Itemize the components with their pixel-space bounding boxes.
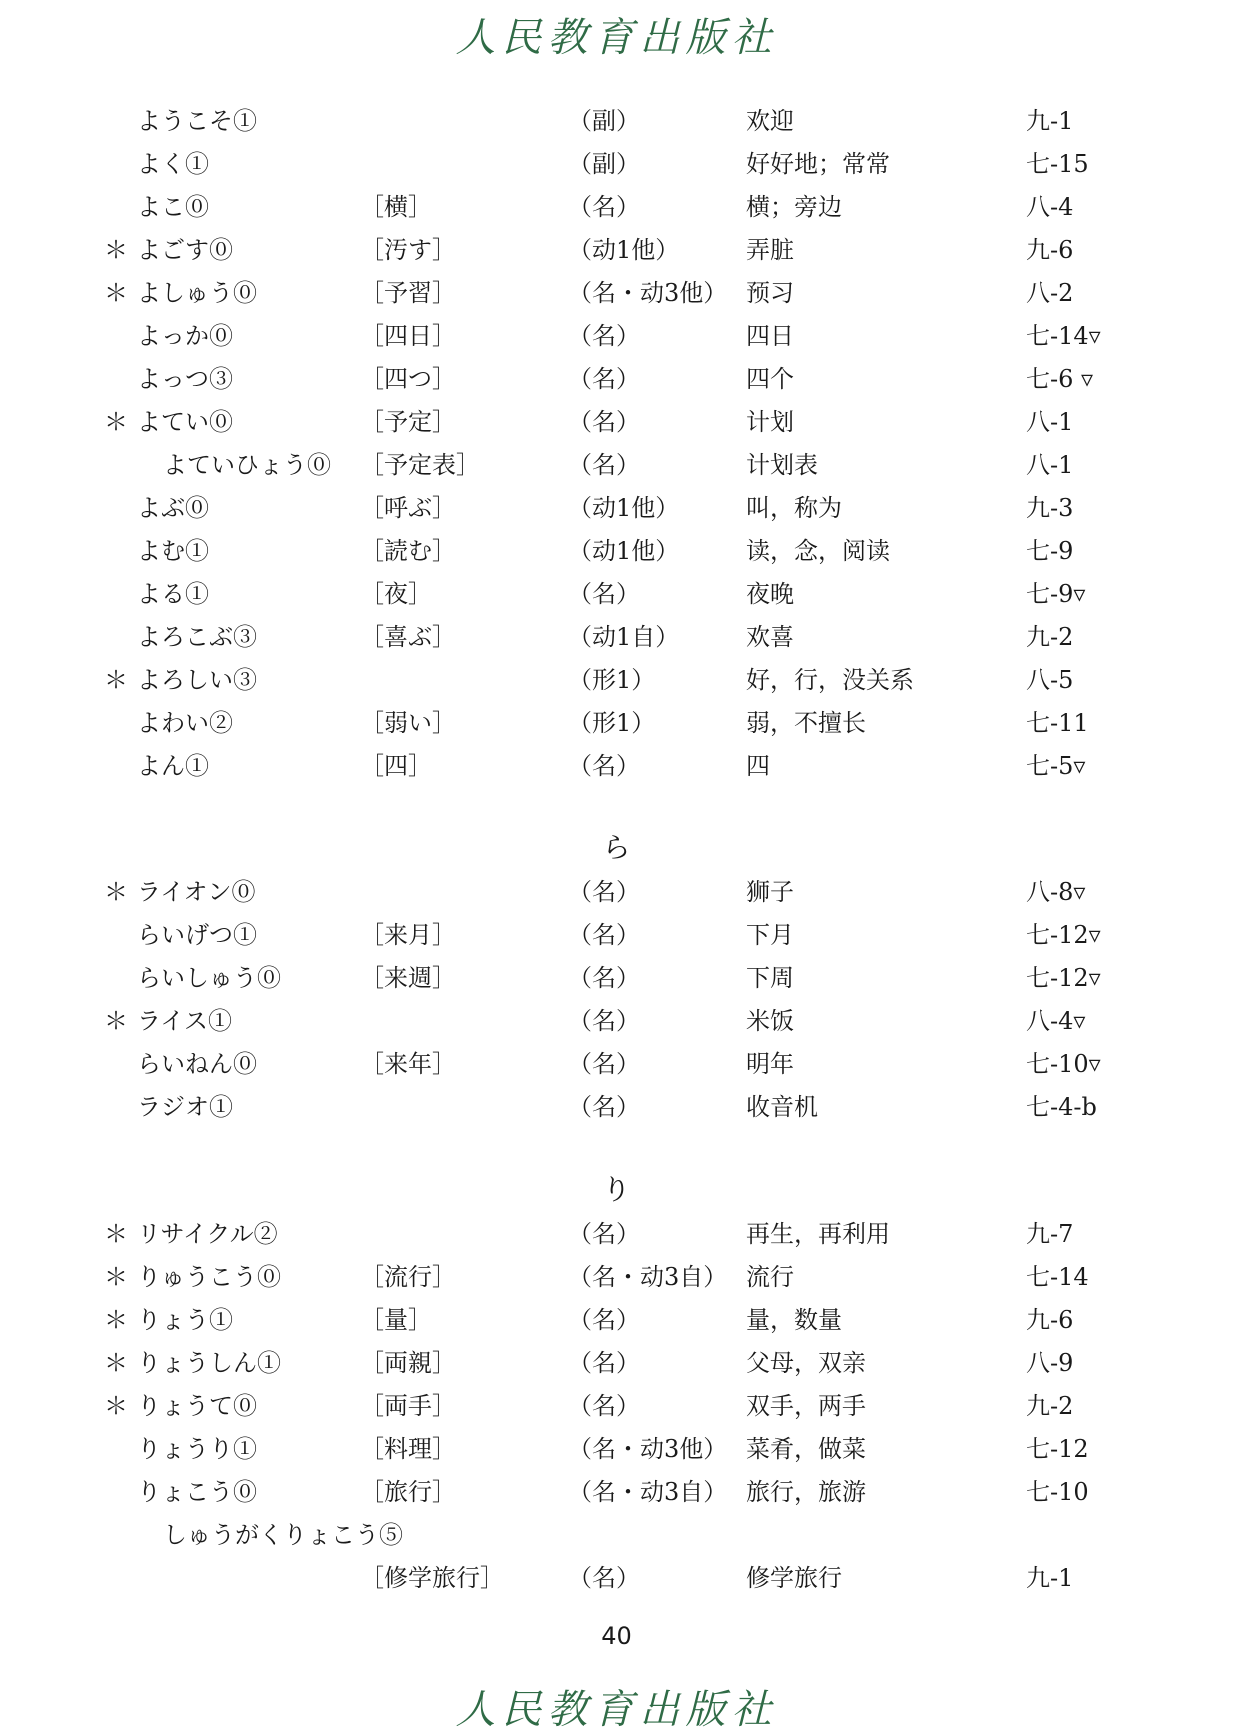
word-reading: りょうて⓪: [137, 1392, 257, 1420]
part-of-speech: （名）: [568, 408, 640, 436]
part-of-speech: （名）: [568, 1349, 640, 1377]
part-of-speech: （名・动3自）: [568, 1478, 728, 1506]
vocab-row: [0, 1299, 1233, 1342]
part-of-speech: （名・动3自）: [568, 1263, 728, 1291]
part-of-speech: （名）: [568, 1093, 640, 1121]
word-kanji: ［弱い］: [360, 709, 456, 737]
word-meaning: 收音机: [746, 1093, 818, 1121]
vocab-row: [0, 1342, 1233, 1385]
word-reading: よる①: [137, 580, 209, 608]
part-of-speech: （名）: [568, 1050, 640, 1078]
word-reading: よろこぶ③: [137, 623, 257, 651]
new-word-marker: ＊: [104, 666, 128, 694]
new-word-marker: ＊: [104, 1007, 128, 1035]
word-meaning: 修学旅行: [746, 1564, 842, 1592]
lesson-ref: 九-1: [1026, 107, 1074, 135]
word-meaning: 横；旁边: [746, 193, 842, 221]
new-word-marker: ＊: [104, 279, 128, 307]
word-kanji: ［両手］: [360, 1392, 456, 1420]
vocab-row: [0, 444, 1233, 487]
word-reading: ライス①: [137, 1007, 233, 1035]
word-reading: ラジオ①: [137, 1093, 233, 1121]
word-kanji: ［来年］: [360, 1050, 456, 1078]
new-word-marker: ＊: [104, 878, 128, 906]
word-reading: ライオン⓪: [137, 878, 256, 906]
word-meaning: 计划表: [746, 451, 818, 479]
word-reading: りょこう⓪: [137, 1478, 257, 1506]
lesson-ref: 七-14▿: [1026, 322, 1101, 350]
word-kanji: ［四］: [360, 752, 432, 780]
lesson-ref: 九-6: [1026, 1306, 1074, 1334]
lesson-ref: 七-4-b: [1026, 1093, 1097, 1121]
vocab-row: [0, 1471, 1233, 1514]
lesson-ref: 七-15: [1026, 150, 1089, 178]
word-meaning: 读，念，阅读: [746, 537, 890, 565]
new-word-marker: ＊: [104, 1220, 128, 1248]
vocab-row: [0, 573, 1233, 616]
word-meaning: 计划: [746, 408, 794, 436]
vocab-row: [0, 530, 1233, 573]
word-kanji: ［四日］: [360, 322, 456, 350]
word-meaning: 旅行，旅游: [746, 1478, 866, 1506]
word-meaning: 预习: [746, 279, 794, 307]
part-of-speech: （动1自）: [568, 623, 680, 651]
part-of-speech: （名）: [568, 921, 640, 949]
section-heading-ra: ら: [602, 831, 631, 864]
part-of-speech: （名）: [568, 365, 640, 393]
vocab-row: [0, 1385, 1233, 1428]
new-word-marker: ＊: [104, 1263, 128, 1291]
word-meaning: 米饭: [746, 1007, 794, 1035]
word-reading: よっつ③: [137, 365, 233, 393]
part-of-speech: （名）: [568, 1564, 640, 1592]
part-of-speech: （名・动3他）: [568, 279, 728, 307]
lesson-ref: 九-2: [1026, 623, 1074, 651]
part-of-speech: （名）: [568, 322, 640, 350]
word-reading: らいげつ①: [137, 921, 257, 949]
word-reading: りょうしん①: [137, 1349, 281, 1377]
vocab-row: [0, 100, 1233, 143]
word-meaning: 四: [746, 752, 770, 780]
word-kanji: ［予定表］: [360, 451, 480, 479]
new-word-marker: ＊: [104, 1306, 128, 1334]
vocab-row: [0, 186, 1233, 229]
word-reading: よこ⓪: [137, 193, 209, 221]
vocab-row: [0, 401, 1233, 444]
vocab-row: [0, 358, 1233, 401]
part-of-speech: （名）: [568, 1306, 640, 1334]
vocab-row: [0, 1557, 1233, 1600]
vocab-row: [0, 745, 1233, 788]
word-reading: らいしゅう⓪: [137, 964, 281, 992]
lesson-ref: 八-2: [1026, 279, 1074, 307]
word-kanji: ［呼ぶ］: [360, 494, 456, 522]
word-meaning: 弄脏: [746, 236, 794, 264]
new-word-marker: ＊: [104, 1349, 128, 1377]
part-of-speech: （名）: [568, 878, 640, 906]
lesson-ref: 七-12▿: [1026, 921, 1101, 949]
word-reading: よわい②: [137, 709, 233, 737]
part-of-speech: （形1）: [568, 666, 656, 694]
word-kanji: ［読む］: [360, 537, 456, 565]
word-meaning: 量，数量: [746, 1306, 842, 1334]
part-of-speech: （动1他）: [568, 537, 680, 565]
lesson-ref: 八-9: [1026, 1349, 1074, 1377]
word-reading: よていひょう⓪: [163, 451, 331, 479]
word-meaning: 四日: [746, 322, 794, 350]
word-reading: りょう①: [137, 1306, 233, 1334]
lesson-ref: 八-1: [1026, 408, 1074, 436]
word-kanji: ［両親］: [360, 1349, 456, 1377]
lesson-ref: 九-1: [1026, 1564, 1074, 1592]
word-kanji: ［喜ぶ］: [360, 623, 456, 651]
word-reading: りょうり①: [137, 1435, 257, 1463]
section-heading-ri: り: [602, 1173, 631, 1206]
word-reading: らいねん⓪: [137, 1050, 257, 1078]
word-meaning: 好好地；常常: [746, 150, 890, 178]
lesson-ref: 七-14: [1026, 1263, 1089, 1291]
word-meaning: 菜肴，做菜: [746, 1435, 866, 1463]
part-of-speech: （名）: [568, 752, 640, 780]
new-word-marker: ＊: [104, 408, 128, 436]
vocab-row: [0, 871, 1233, 914]
vocab-row: [0, 487, 1233, 530]
lesson-ref: 八-8▿: [1026, 878, 1086, 906]
lesson-ref: 七-12▿: [1026, 964, 1101, 992]
word-meaning: 再生，再利用: [746, 1220, 890, 1248]
word-meaning: 父母，双亲: [746, 1349, 866, 1377]
word-reading: よごす⓪: [137, 236, 233, 264]
vocab-row: [0, 272, 1233, 315]
word-kanji: ［予定］: [360, 408, 456, 436]
vocab-row: [0, 957, 1233, 1000]
word-reading: よっか⓪: [137, 322, 233, 350]
lesson-ref: 九-6: [1026, 236, 1074, 264]
word-kanji: ［修学旅行］: [360, 1564, 504, 1592]
word-kanji: ［来週］: [360, 964, 456, 992]
vocab-row: [0, 1086, 1233, 1129]
word-kanji: ［汚す］: [360, 236, 456, 264]
part-of-speech: （副）: [568, 107, 640, 135]
lesson-ref: 九-3: [1026, 494, 1074, 522]
part-of-speech: （形1）: [568, 709, 656, 737]
publisher-logo-top: 人民教育出版社: [455, 15, 778, 61]
lesson-ref: 八-1: [1026, 451, 1074, 479]
word-meaning: 下周: [746, 964, 794, 992]
word-kanji: ［横］: [360, 193, 432, 221]
lesson-ref: 七-10: [1026, 1478, 1089, 1506]
part-of-speech: （副）: [568, 150, 640, 178]
word-kanji: ［旅行］: [360, 1478, 456, 1506]
word-reading: よろしい③: [137, 666, 257, 694]
lesson-ref: 七-9▿: [1026, 580, 1086, 608]
vocab-row: [0, 616, 1233, 659]
word-meaning: 夜晚: [746, 580, 794, 608]
lesson-ref: 七-5▿: [1026, 752, 1086, 780]
word-meaning: 流行: [746, 1263, 794, 1291]
part-of-speech: （名）: [568, 1220, 640, 1248]
word-meaning: 叫，称为: [746, 494, 842, 522]
word-reading: リサイクル②: [137, 1220, 278, 1248]
part-of-speech: （名・动3他）: [568, 1435, 728, 1463]
part-of-speech: （动1他）: [568, 236, 680, 264]
part-of-speech: （名）: [568, 1007, 640, 1035]
word-meaning: 狮子: [746, 878, 794, 906]
word-kanji: ［流行］: [360, 1263, 456, 1291]
vocab-row: [0, 1043, 1233, 1086]
word-reading: よく①: [137, 150, 209, 178]
word-meaning: 欢喜: [746, 623, 794, 651]
vocab-row: [0, 1213, 1233, 1256]
word-kanji: ［量］: [360, 1306, 432, 1334]
word-kanji: ［来月］: [360, 921, 456, 949]
part-of-speech: （动1他）: [568, 494, 680, 522]
word-meaning: 欢迎: [746, 107, 794, 135]
vocab-row: [0, 659, 1233, 702]
part-of-speech: （名）: [568, 964, 640, 992]
vocab-row: [0, 914, 1233, 957]
vocab-row: [0, 315, 1233, 358]
vocab-row: [0, 702, 1233, 745]
vocab-row: [0, 1428, 1233, 1471]
lesson-ref: 七-9: [1026, 537, 1074, 565]
vocab-row: [0, 143, 1233, 186]
part-of-speech: （名）: [568, 580, 640, 608]
word-reading: りゅうこう⓪: [137, 1263, 281, 1291]
part-of-speech: （名）: [568, 1392, 640, 1420]
word-reading: しゅうがくりょこう⑤: [163, 1521, 403, 1549]
lesson-ref: 七-12: [1026, 1435, 1089, 1463]
lesson-ref: 九-7: [1026, 1220, 1074, 1248]
vocab-row: [0, 1256, 1233, 1299]
word-kanji: ［予習］: [360, 279, 456, 307]
word-kanji: ［料理］: [360, 1435, 456, 1463]
word-reading: ようこそ①: [137, 107, 257, 135]
word-meaning: 弱，不擅长: [746, 709, 866, 737]
lesson-ref: 七-11: [1026, 709, 1089, 737]
word-meaning: 四个: [746, 365, 794, 393]
word-reading: よてい⓪: [137, 408, 233, 436]
word-meaning: 下月: [746, 921, 794, 949]
lesson-ref: 八-4▿: [1026, 1007, 1086, 1035]
vocab-row: [0, 229, 1233, 272]
word-kanji: ［夜］: [360, 580, 432, 608]
word-reading: よしゅう⓪: [137, 279, 257, 307]
word-meaning: 双手，两手: [746, 1392, 866, 1420]
new-word-marker: ＊: [104, 1392, 128, 1420]
part-of-speech: （名）: [568, 193, 640, 221]
publisher-logo-bottom: 人民教育出版社: [455, 1687, 778, 1733]
part-of-speech: （名）: [568, 451, 640, 479]
lesson-ref: 九-2: [1026, 1392, 1074, 1420]
word-meaning: 明年: [746, 1050, 794, 1078]
word-reading: よむ①: [137, 537, 209, 565]
vocab-row: [0, 1514, 1233, 1557]
lesson-ref: 八-5: [1026, 666, 1074, 694]
new-word-marker: ＊: [104, 236, 128, 264]
word-meaning: 好，行，没关系: [746, 666, 914, 694]
lesson-ref: 七-6 ▿: [1026, 365, 1094, 393]
word-kanji: ［四つ］: [360, 365, 456, 393]
lesson-ref: 七-10▿: [1026, 1050, 1101, 1078]
word-reading: よぶ⓪: [137, 494, 209, 522]
page-number: 40: [601, 1622, 632, 1650]
vocab-row: [0, 1000, 1233, 1043]
word-reading: よん①: [137, 752, 209, 780]
lesson-ref: 八-4: [1026, 193, 1074, 221]
